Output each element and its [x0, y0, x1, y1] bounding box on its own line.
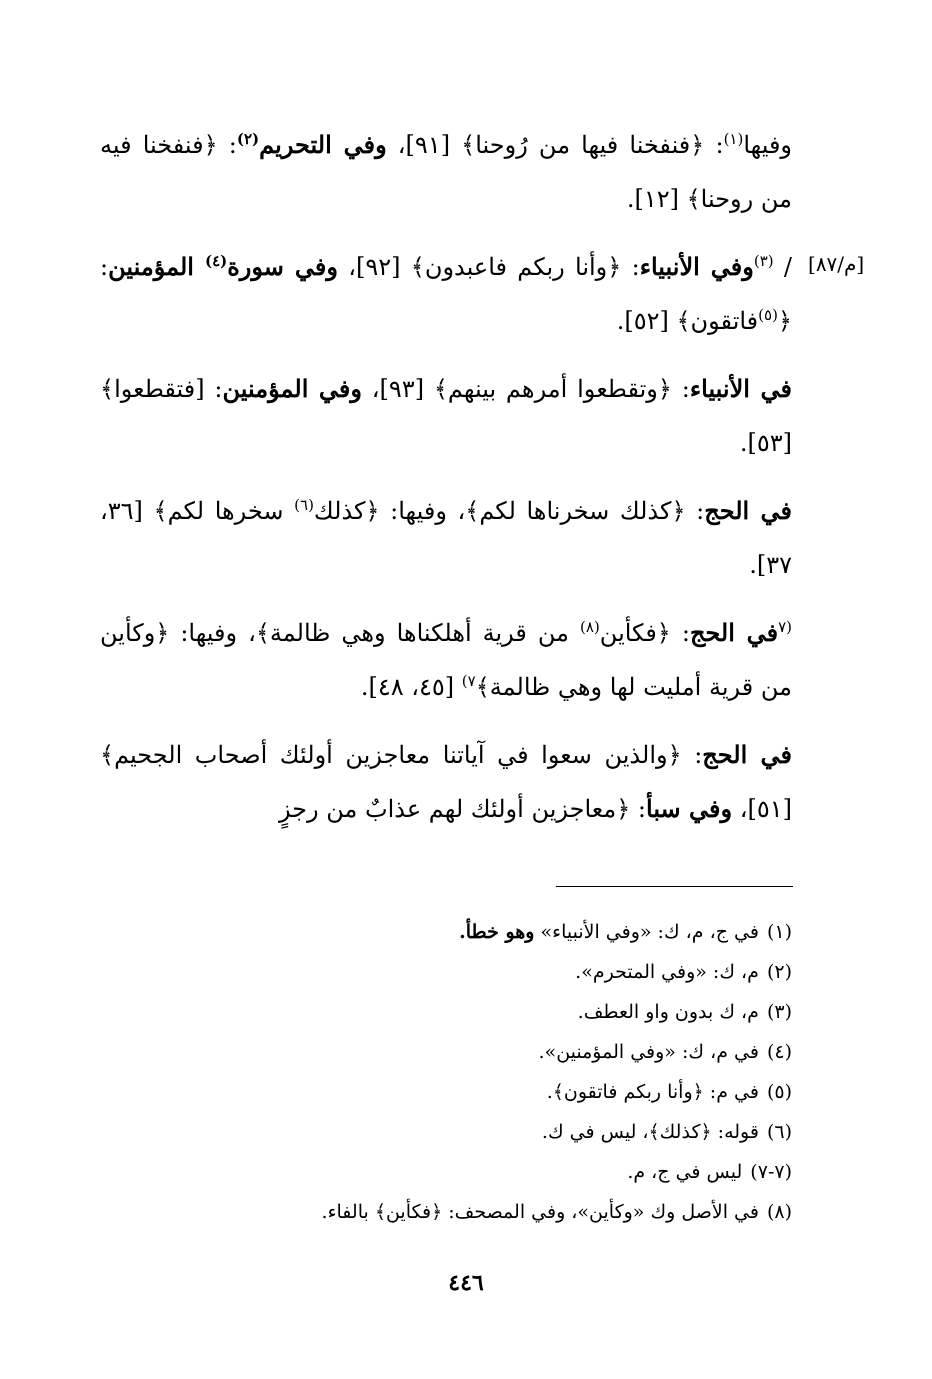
- footnote-number: (٨): [766, 1201, 792, 1223]
- p6-text-d: : ﴿معاجزين أولئك لهم عذابٌ من رجزٍ: [278, 795, 646, 823]
- footnote-6: [192, 1112, 792, 1152]
- paragraph-1: [100, 118, 792, 226]
- p5-text-b: : ﴿فكأين: [599, 619, 690, 647]
- footnote-separator: [556, 886, 793, 887]
- footnote-text: م، ك: «وفي المتحرم».: [575, 961, 759, 983]
- p6-heading-hajj: في الحج: [702, 740, 793, 769]
- footnote-number: (١): [766, 921, 792, 943]
- p2-footnote-ref-5[interactable]: (٥): [758, 306, 778, 324]
- p1-footnote-ref-2[interactable]: (٢): [236, 130, 260, 148]
- p2-heading-anbiya: وفي الأنبياء: [639, 252, 754, 281]
- p2-footnote-ref-4[interactable]: (٤): [204, 252, 228, 270]
- footnote-2: [192, 952, 792, 992]
- page-number: ٤٤٦: [448, 1270, 484, 1296]
- p2-footnote-ref-3[interactable]: (٣): [753, 252, 774, 270]
- footnotes: [192, 912, 792, 1232]
- paragraph-3: [100, 362, 792, 470]
- p4-text-b: : ﴿كذلك سخرناها لكم﴾، وفيها: ﴿كذلك: [313, 497, 705, 525]
- p4-heading-hajj: في الحج: [704, 496, 792, 525]
- footnote-3: [192, 992, 792, 1032]
- p4-text-c: سخرها لكم﴾ [٣٦، ٣٧].: [100, 497, 792, 579]
- footnote-1: [192, 912, 792, 952]
- p5-footnote-ref-7-close[interactable]: ٧): [461, 672, 476, 690]
- p1-heading-tahrim: وفي التحريم: [259, 130, 387, 159]
- p5-text-c: من قرية أهلكناها وهي ظالمة﴾، وفيها: ﴿وكأين من قرية أمليت لها وهي ظالمة﴾: [100, 619, 792, 701]
- paragraph-5: [100, 606, 792, 714]
- main-text: [100, 118, 792, 850]
- footnote-text: في م: ﴿وأنا ربكم فاتقون﴾.: [546, 1081, 759, 1103]
- footnote-text: ليس في ج، م.: [627, 1161, 743, 1183]
- footnote-7: [192, 1152, 792, 1192]
- p3-text-d: : [فتقطعوا﴾ [٥٣].: [100, 375, 792, 457]
- paragraph-4: [100, 484, 792, 592]
- p2-text-f: : ﴿: [100, 253, 792, 335]
- p5-text-d: [٤٥، ٤٨].: [360, 673, 462, 701]
- paragraph-2: [100, 240, 792, 348]
- p5-footnote-ref-7-open[interactable]: (٧: [778, 618, 793, 636]
- p2-heading-muminun: المؤمنين: [108, 252, 205, 281]
- footnote-text: في ج، م، ك: «وفي الأنبياء»: [534, 921, 759, 943]
- p4-footnote-ref-6[interactable]: (٦): [294, 496, 314, 514]
- footnote-number: (٤): [766, 1041, 792, 1063]
- margin-reference: [م/٨٧]: [808, 252, 865, 276]
- p1-footnote-ref-1[interactable]: (١): [723, 130, 744, 148]
- p6-heading-saba: وفي سبأ: [646, 794, 733, 823]
- footnote-text: في م، ك: «وفي المؤمنين».: [538, 1041, 759, 1063]
- p2-text-g: فاتقون﴾ [٥٢].: [616, 307, 759, 335]
- p5-footnote-ref-8[interactable]: (٨): [580, 618, 600, 636]
- p2-text-a: /: [773, 253, 793, 281]
- footnote-text: م، ك بدون واو العطف.: [577, 1001, 759, 1023]
- footnote-4: [192, 1032, 792, 1072]
- footnote-text: في الأصل وك «وكأين»، وفي المصحف: ﴿فكأين﴾ بالفاء.: [321, 1201, 759, 1223]
- footnote-number: (٣): [766, 1001, 792, 1023]
- paragraph-6: [100, 728, 792, 836]
- p5-heading-hajj: في الحج: [689, 618, 779, 647]
- p1-text-a: وفيها: [743, 131, 793, 159]
- p3-heading-muminun: وفي المؤمنين: [222, 374, 362, 403]
- footnote-text: قوله: ﴿كذلك﴾، ليس في ك.: [541, 1121, 759, 1143]
- p6-text-b: : ﴿والذين سعوا في آياتنا معاجزين أولئك أصحاب الجحيم﴾ [٥١]،: [100, 741, 792, 823]
- p3-heading-anbiya: في الأنبياء: [689, 374, 792, 403]
- p1-text-d: : ﴿فنفخنا فيه من روحنا﴾ [١٢].: [100, 131, 792, 213]
- p1-text-b: : ﴿فنفخنا فيها من رُوحنا﴾ [٩١]،: [386, 131, 724, 159]
- footnote-number: (٥): [766, 1081, 792, 1103]
- footnote-5: [192, 1072, 792, 1112]
- footnote-number: (٧-٧): [750, 1161, 792, 1183]
- p3-text-b: : ﴿وتقطعوا أمرهم بينهم﴾ [٩٣]،: [361, 375, 690, 403]
- p2-text-c: : ﴿وأنا ربكم فاعبدون﴾ [٩٢]،: [337, 253, 640, 281]
- footnote-8: [192, 1192, 792, 1232]
- p2-heading-surah: وفي سورة: [227, 252, 338, 281]
- footnote-number: (٦): [766, 1121, 792, 1143]
- footnote-bold-text: وهو خطأ.: [459, 921, 535, 943]
- footnote-number: (٢): [766, 961, 792, 983]
